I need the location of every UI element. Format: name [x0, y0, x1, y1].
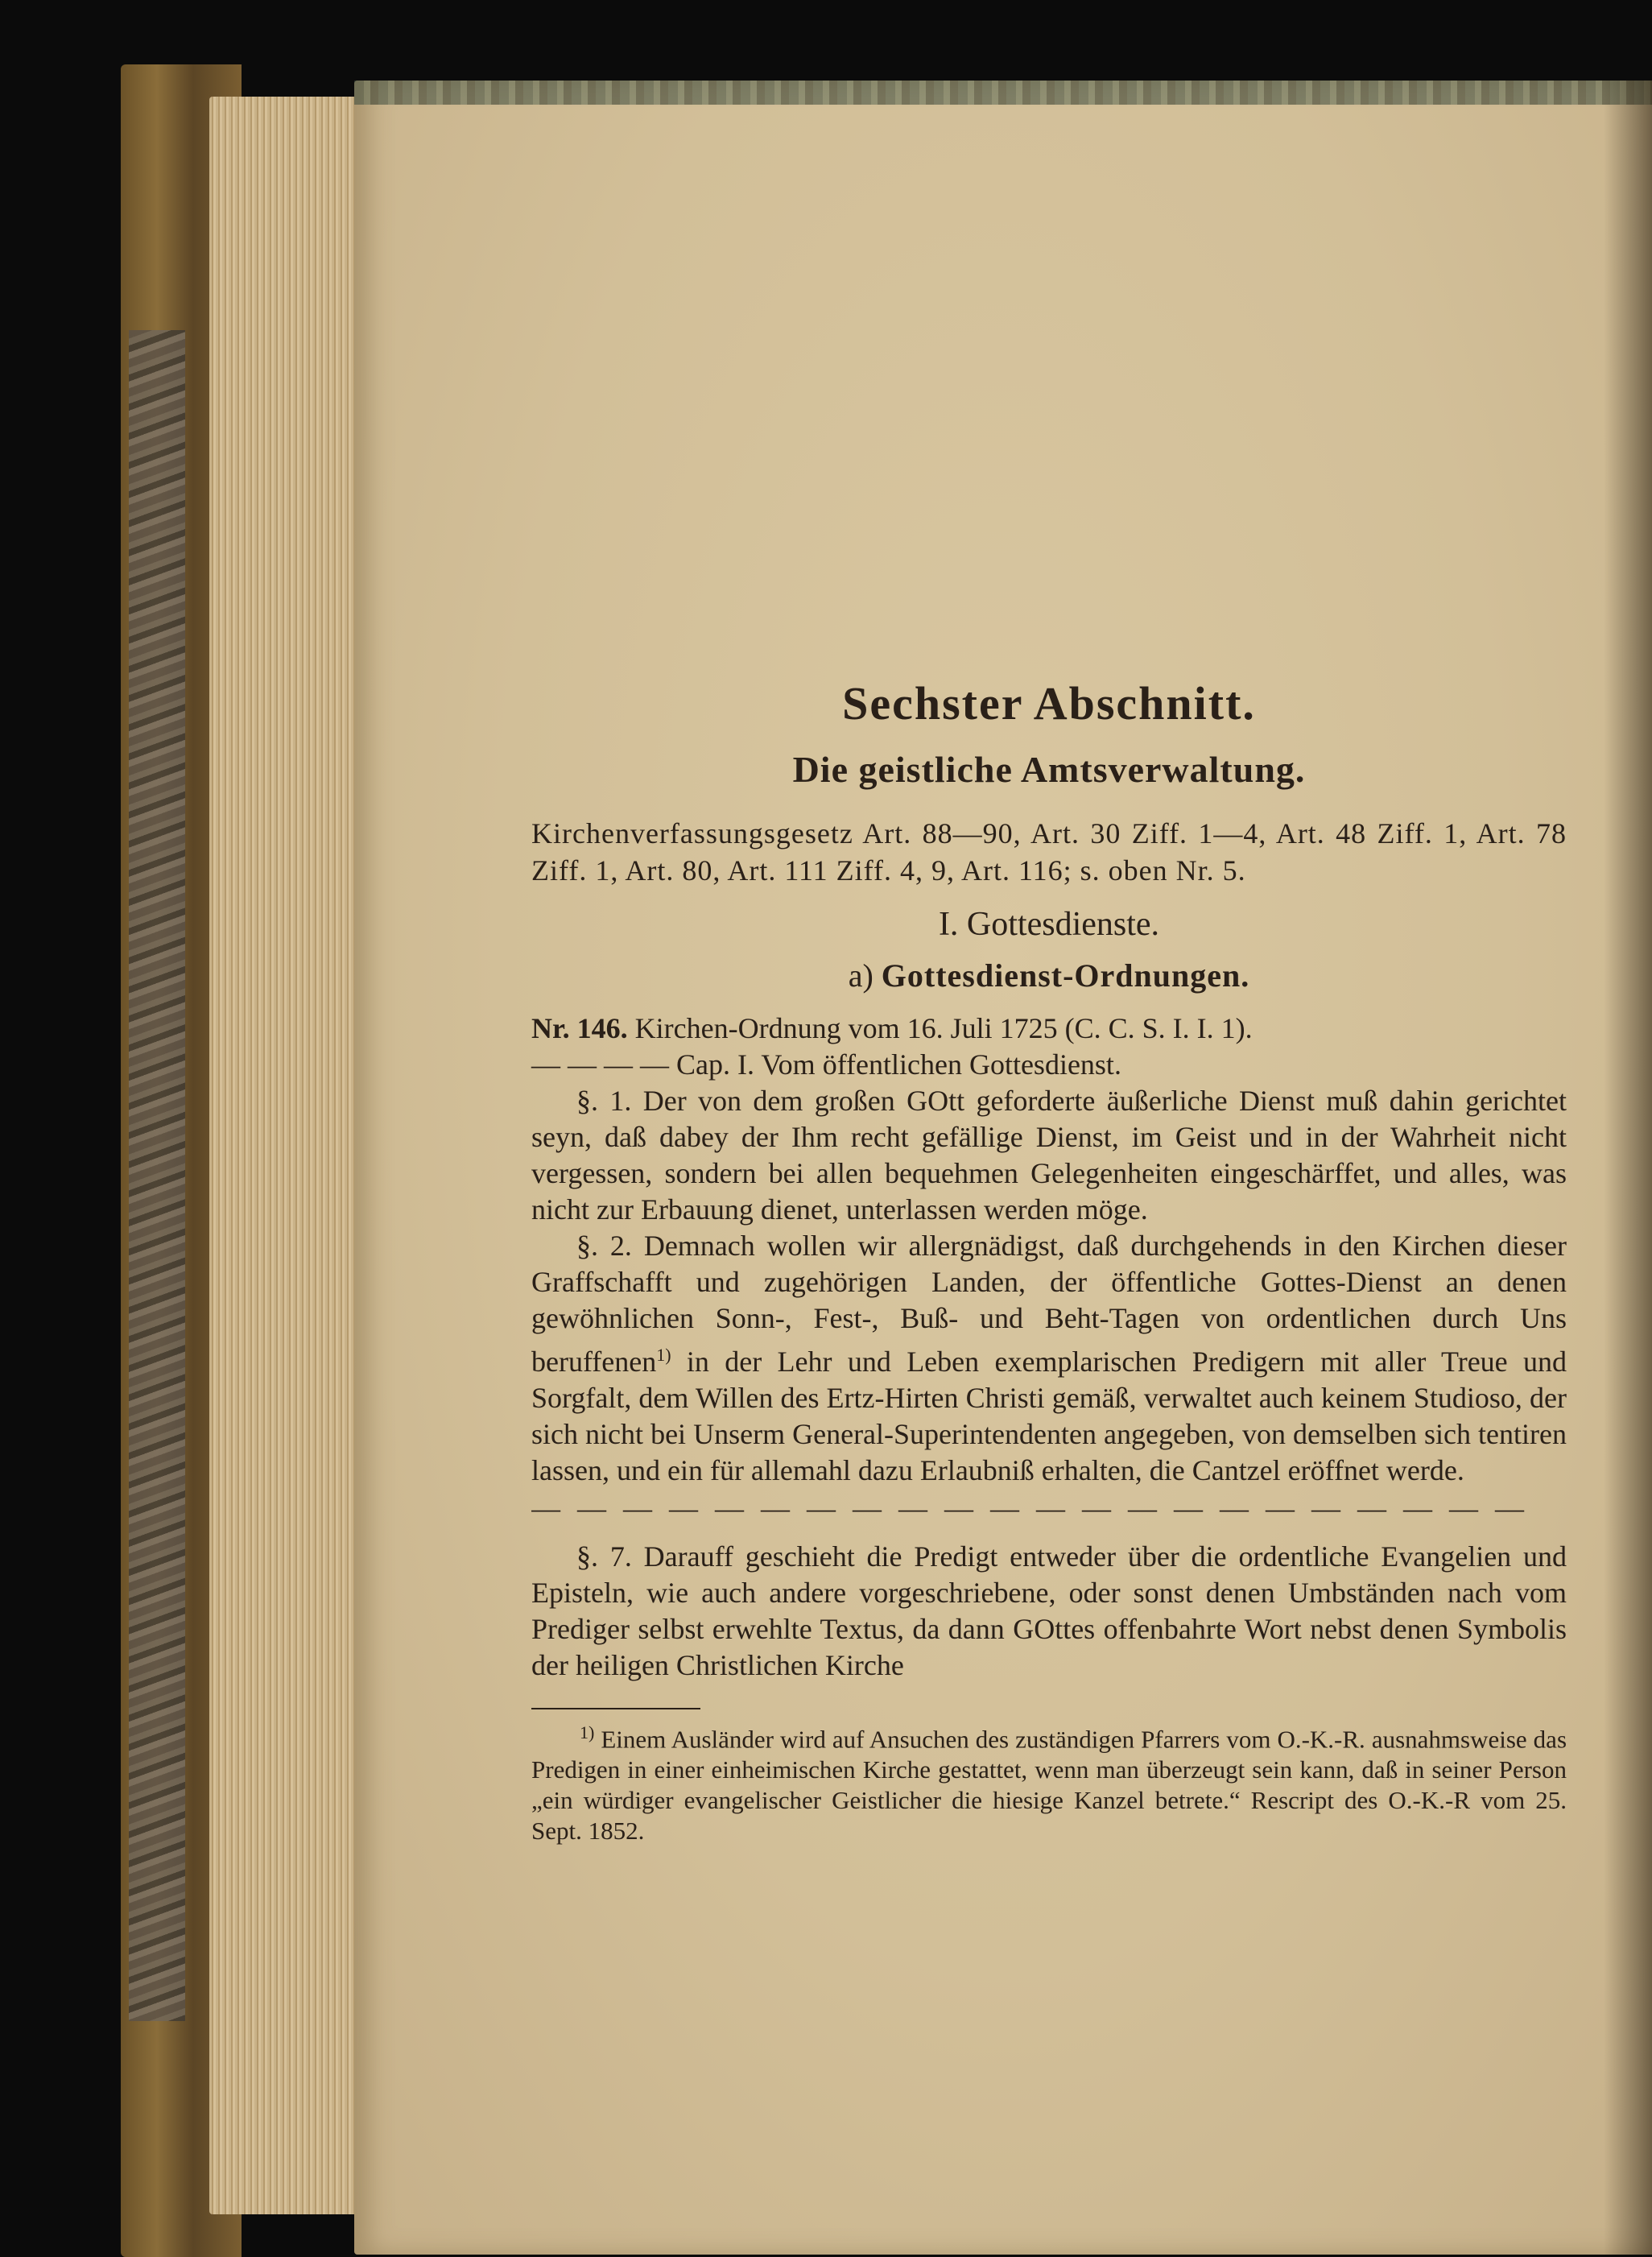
cap-line: — — — — Cap. I. Vom öffentlichen Gottesdienst. [531, 1048, 1121, 1081]
reference-text: Kirchenverfassungsgesetz Art. 88—90, Art. 30 Ziff. 1—4, Art. 48 Ziff. 1, Art. 78 Ziff. 1, Art. 80, Art. 111 Ziff. 4, 9, Art. 116; s. oben Nr. 5. [531, 817, 1567, 887]
section-heading: Sechster Abschnitt. [842, 677, 1256, 730]
dash-separator: — — — — — — — — — — — — — — — — — — — — — — [531, 1492, 1529, 1524]
paragraph-2-part-2: in der Lehr und Leben exemplarischen Predigern mit aller Treue und Sorgfalt, dem Willen des Ertz-Hirten Christi gemäß, verwaltet auch keinem Studioso, der sich nicht bei Unserm General-Superintendenten angegeben, von demselben sich tentiren lassen, und ein für allemahl dazu Erlaubniß erhalten, die Cantzel eröffnet werde. [531, 1346, 1567, 1486]
top-edge-band [354, 81, 1652, 105]
paragraph-1: §. 1. Der von dem großen GOtt geforderte äußerliche Dienst muß dahin gerichtet seyn, daß dabey der Ihm recht gefällige Dienst, im Geist und in der Wahrheit nicht vergessen, sondern bei allen bequehmen Gelegenheiten eingeschärffet, und alles, was nicht zur Erbauung dienet, unterlassen werden möge. [531, 1085, 1567, 1226]
paragraph-2-part-1: §. 2. Demnach wollen wir allergnädigst, daß durchgehends in den Kirchen dieser Graffschafft und zugehörigen Landen, der öffentliche Gottes-Dienst an denen gewöhnlichen Sonn-, Fest-, Buß- und Beht-Tagen von ordentlichen durch Uns beruffenen [531, 1230, 1567, 1378]
footnote-marker: 1) [580, 1722, 595, 1742]
document-number-line [531, 1011, 1567, 1047]
subsection-prefix: a) [848, 957, 873, 994]
chapter-title: I. Gottesdienste. [938, 906, 1160, 943]
document-title: Kirchen-Ordnung vom 16. Juli 1725 (C. C. S. I. I. 1). [634, 1012, 1253, 1044]
subsection-title [531, 957, 1567, 994]
section-subheading: Die geistliche Amtsverwaltung. [792, 749, 1306, 790]
paragraph-2 [531, 1228, 1567, 1489]
paragraph-7: §. 7. Darauff geschieht die Predigt entweder über die ordentliche Evangelien und Episteln, wie auch andere vorgeschriebene, oder sonst denen Umbständen nach vom Prediger selbst erwehlte Textus, da dann GOttes offenbahrte Wort nebst denen Symbolis der heiligen Christlichen Kirche [531, 1540, 1567, 1681]
marbled-cover-pattern [129, 330, 185, 2021]
footnote-text: Einem Ausländer wird auf Ansuchen des zuständigen Pfarrers vom O.-K.-R. ausnahmsweise das Predigen in einer einheimischen Kirche gestattet, wenn man überzeugt sein kann, daß in seiner Person „ein würdiger evangelischer Geistlicher die hiesige Kanzel betrete.“ Rescript des O.-K.-R vom 25. Sept. 1852. [531, 1725, 1567, 1846]
footnote-rule [531, 1708, 700, 1709]
page-gutter-shadow [1604, 81, 1652, 2255]
footnote [531, 1718, 1567, 1846]
footnote-reference: 1) [656, 1345, 671, 1365]
document-number: Nr. 146. [531, 1012, 628, 1044]
subsection-label: Gottesdienst-Ordnungen. [881, 957, 1250, 994]
page-text [531, 676, 1567, 1846]
